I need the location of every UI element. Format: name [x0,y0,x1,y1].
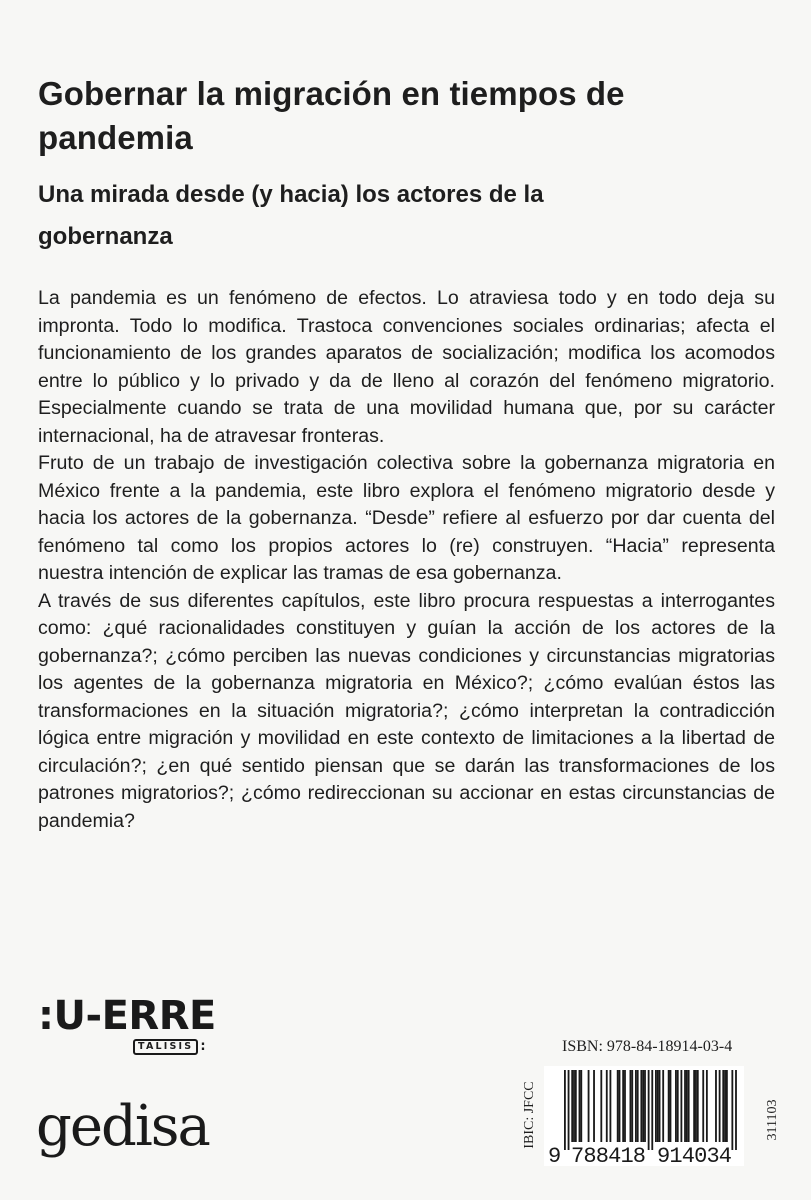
side-code: 311103 [765,1099,780,1141]
barcode-bar [573,1070,575,1142]
barcode-bar [644,1070,646,1142]
barcode-digits-left: 788418 [571,1144,646,1166]
barcode-bar [715,1070,717,1142]
barcode-bar [617,1070,619,1142]
isbn-text: ISBN: 978-84-18914-03-4 [562,1038,733,1055]
barcode-bar [657,1070,659,1142]
talisis-label: TALISIS [133,1039,198,1055]
barcode [544,1066,744,1166]
barcode-bar [580,1070,582,1142]
barcode-bar [706,1070,708,1142]
barcode-bar [648,1070,650,1150]
barcode-bar [655,1070,657,1142]
bic-code: IBIC: JFCC [522,1081,537,1149]
u-erre-logo: :U-ERRE [38,993,216,1039]
synopsis [38,285,775,835]
barcode-bar [693,1070,695,1142]
barcode-bar [686,1070,688,1142]
barcode-bar [642,1070,644,1142]
barcode-bar [724,1070,726,1142]
barcode-bar [631,1070,633,1142]
barcode-bar [677,1070,679,1142]
gedisa-logo: gedisa [36,1094,209,1159]
barcode-bar [695,1070,697,1142]
barcode-bar [640,1070,642,1142]
barcode-bar [680,1070,682,1142]
barcode-bar [731,1070,733,1150]
synopsis-paragraph-3: A través de sus diferentes capítulos, este libro procura respuestas a interrogantes como: ¿qué racionalidades constituyen y guían la acción de los actores de la gobernanza?; ¿cómo perciben las nuevas condiciones y circunstancias migratorias los agentes de la gobernanza migratoria en México?; ¿cómo evalúan éstos las transformaciones en la situación migratoria?; ¿cómo interpretan la contradicción lógica entre migración y movilidad en este contexto de limitaciones a la libertad de circulación?; ¿en qué sentido piensan que se darán las transformaciones de los patrones migratorios?; ¿cómo redireccionan su accionar en estas circunstancias de pandemia? [38,589,775,832]
barcode-bar [702,1070,704,1142]
barcode-bar [675,1070,677,1142]
barcode-bar [571,1070,573,1142]
barcode-bar [579,1070,581,1142]
barcode-bar [662,1070,664,1142]
barcode-bar [606,1070,608,1142]
barcode-bar [564,1070,566,1150]
synopsis-paragraph-2: Fruto de un trabajo de investigación colectiva sobre la gobernanza migratoria en México frente a la pandemia, este libro explora el fenómeno migratorio desde y hacia los actores de la gobernanza. “Desde” refiere al esfuerzo por dar cuenta del fenómeno tal como los propios actores lo (re) construyen. “Hacia” representa nuestra intención de explicar las tramas de esa gobernanza. [38,452,775,584]
barcode-bar [630,1070,632,1142]
barcode-bar [635,1070,637,1142]
barcode-digit-first: 9 [548,1144,562,1166]
barcode-bar [722,1070,724,1142]
barcode-bar [684,1070,686,1142]
talisis-colon: : [200,1039,206,1054]
barcode-bar [610,1070,612,1142]
barcode-bar [688,1070,690,1142]
barcode-bar [735,1070,737,1150]
barcode-bar [619,1070,621,1142]
barcode-bar [593,1070,595,1142]
barcode-bar [670,1070,672,1142]
barcode-bar [719,1070,721,1142]
barcode-digits-right: 914034 [657,1144,732,1166]
barcode-bar [568,1070,570,1150]
barcode-bar [637,1070,639,1142]
barcode-bar [659,1070,661,1142]
book-title: Gobernar la migración en tiempos de pandemia [38,75,625,156]
barcode-bar [588,1070,590,1142]
synopsis-paragraph-1: La pandemia es un fenómeno de efectos. Lo atraviesa todo y en todo deja su impronta. Todo lo modifica. Trastoca convenciones sociales ordinarias; afecta el funcionamiento de los grandes aparatos de socialización; modifica los acomodos entre lo público y lo privado y da de lleno al corazón del fenómeno migratorio. Especialmente cuando se trata de una movilidad humana que, por su carácter internacional, ha de atravesar fronteras. [38,287,775,447]
barcode-bar [575,1070,577,1142]
book-subtitle: Una mirada desde (y hacia) los actores de la gobernanza [38,181,544,250]
barcode-bar [651,1070,653,1150]
barcode-bar [668,1070,670,1142]
talisis-logo [133,1039,206,1055]
barcode-bar [726,1070,728,1142]
barcode-bar [600,1070,602,1142]
barcode-bar [622,1070,624,1142]
barcode-bar [624,1070,626,1142]
barcode-bar [697,1070,699,1142]
